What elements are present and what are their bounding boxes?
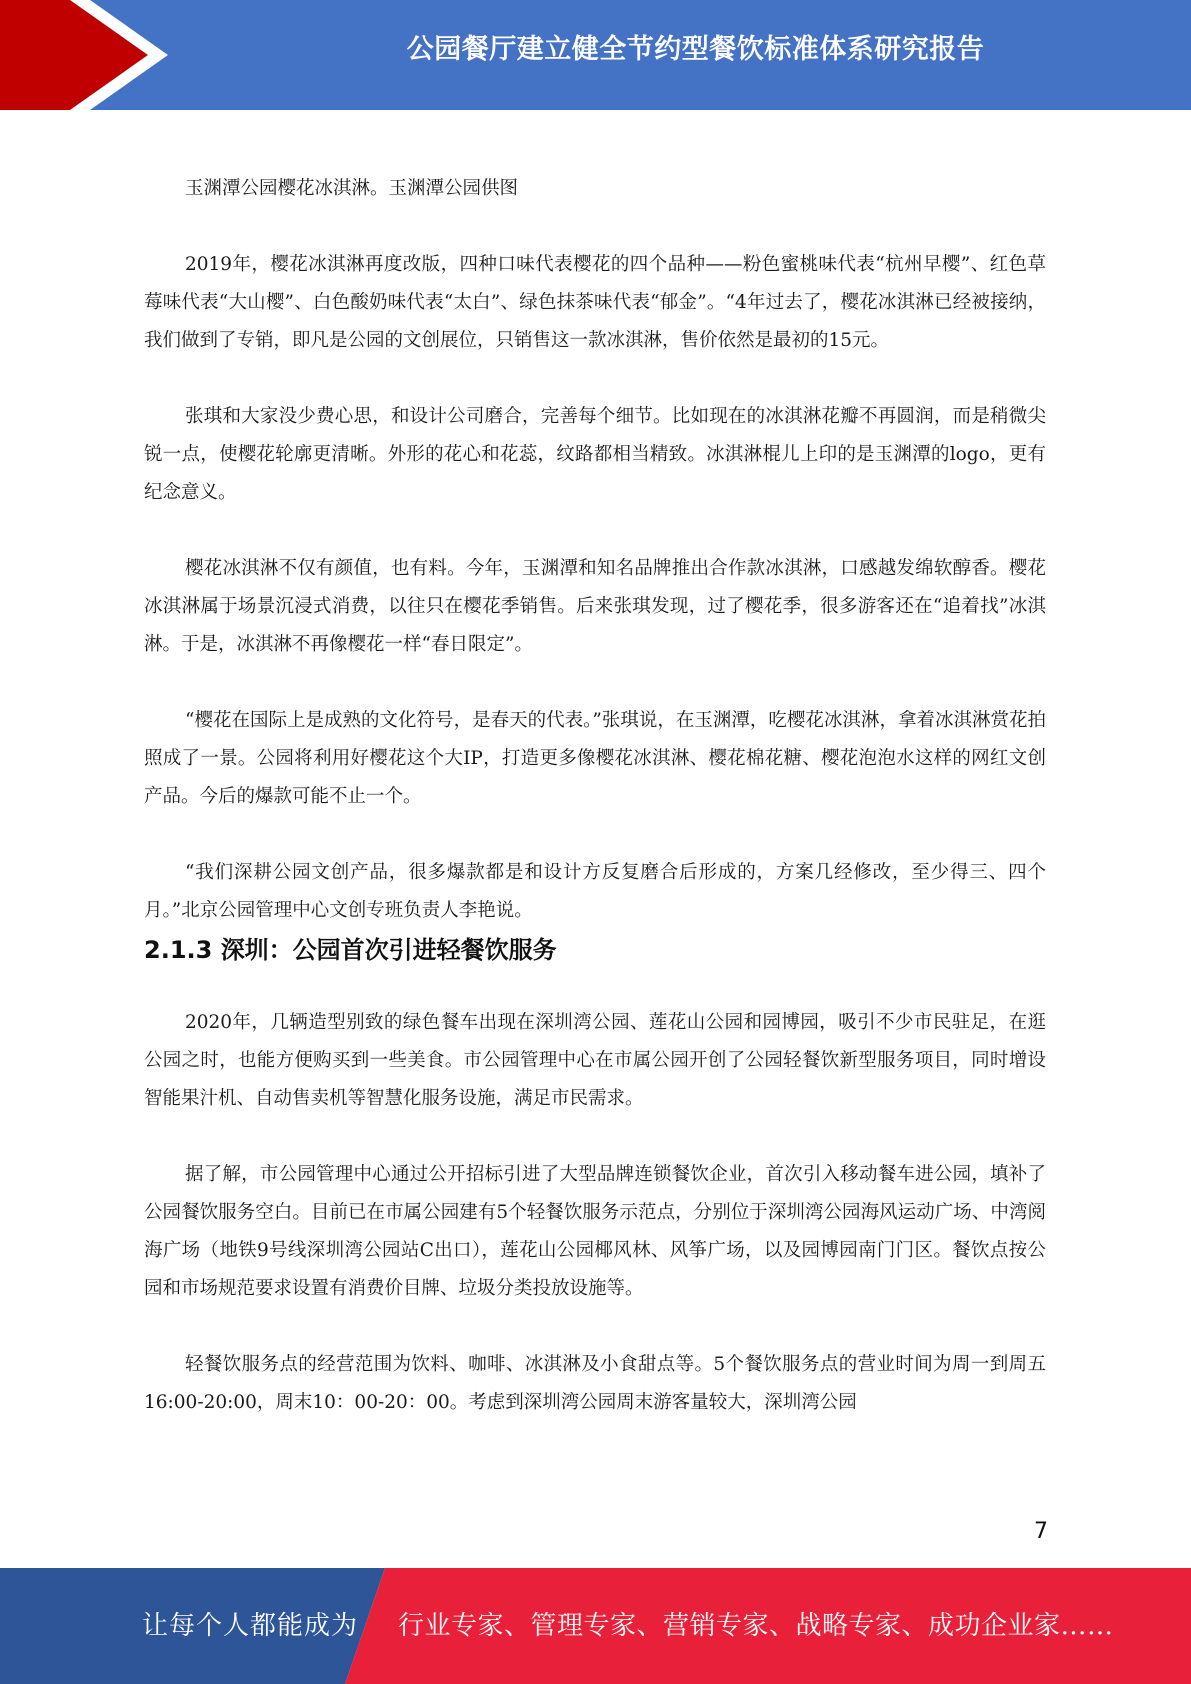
image-caption: 玉渊潭公园樱花冰淇淋。玉渊潭公园供图 xyxy=(185,178,519,199)
header-banner xyxy=(0,0,1191,110)
paragraph: 张琪和大家没少费心思，和设计公司磨合，完善每个细节。比如现在的冰淇淋花瓣不再圆润，而是稍微尖锐一点，使樱花轮廓更清晰。外形的花心和花蕊，纹路都相当精致。冰淇淋棍儿上印的是玉渊潭的logo，更有纪念意义。 xyxy=(144,406,1046,503)
paragraph: 樱花冰淇淋不仅有颜值，也有料。今年，玉渊潭和知名品牌推出合作款冰淇淋，口感越发绵软醇香。樱花冰淇淋属于场景沉浸式消费，以往只在樱花季销售。后来张琪发现，过了樱花季，很多游客还在“追着找”冰淇淋。于是，冰淇淋不再像樱花一样“春日限定”。 xyxy=(144,558,1046,655)
paragraph: “我们深耕公园文创产品，很多爆款都是和设计方反复磨合后形成的，方案几经修改，至少得三、四个月。”北京公园管理中心文创专班负责人李艳说。 xyxy=(144,862,1046,921)
paragraph: 2019年，樱花冰淇淋再度改版，四种口味代表樱花的四个品种——粉色蜜桃味代表“杭州早樱”、红色草莓味代表“大山樱”、白色酸奶味代表“太白”、绿色抹茶味代表“郁金”。“4年过去了，樱花冰淇淋已经被接纳，我们做到了专销，即凡是公园的文创展位，只销售这一款冰淇淋，售价依然是最初的15元。 xyxy=(144,254,1046,351)
paragraph: 轻餐饮服务点的经营范围为饮料、咖啡、冰淇淋及小食甜点等。5个餐饮服务点的营业时间为周一到周五16:00-20:00，周末10：00-20：00。考虑到深圳湾公园周末游客量较大，深圳湾公园 xyxy=(144,1354,1046,1413)
footer-slogan-left: 让每个人都能成为 xyxy=(142,1611,359,1641)
document-title: 公园餐厅建立健全节约型餐饮标准体系研究报告 xyxy=(406,34,985,65)
page-body xyxy=(144,170,1046,1422)
page-number: 7 xyxy=(1034,1519,1048,1544)
section-heading: 2.1.3 深圳：公园首次引进轻餐饮服务 xyxy=(144,936,557,964)
footer-slogan-right: 行业专家、管理专家、营销专家、战略专家、成功企业家…… xyxy=(398,1611,1114,1641)
paragraph: “樱花在国际上是成熟的文化符号，是春天的代表。”张琪说，在玉渊潭，吃樱花冰淇淋，拿着冰淇淋赏花拍照成了一景。公园将利用好樱花这个大IP，打造更多像樱花冰淇淋、樱花棉花糖、樱花泡泡水这样的网红文创产品。今后的爆款可能不止一个。 xyxy=(144,710,1046,807)
paragraph: 2020年，几辆造型别致的绿色餐车出现在深圳湾公园、莲花山公园和园博园，吸引不少市民驻足，在逛公园之时，也能方便购买到一些美食。市公园管理中心在市属公园开创了公园轻餐饮新型服务项目，同时增设智能果汁机、自动售卖机等智慧化服务设施，满足市民需求。 xyxy=(144,1012,1046,1109)
paragraph: 据了解，市公园管理中心通过公开招标引进了大型品牌连锁餐饮企业，首次引入移动餐车进公园，填补了公园餐饮服务空白。目前已在市属公园建有5个轻餐饮服务示范点，分别位于深圳湾公园海风运动广场、中湾阅海广场（地铁9号线深圳湾公园站C出口），莲花山公园椰风林、风筝广场，以及园博园南门门区。餐饮点按公园和市场规范要求设置有消费价目牌、垃圾分类投放设施等。 xyxy=(144,1164,1046,1299)
footer-banner xyxy=(0,1568,1191,1684)
